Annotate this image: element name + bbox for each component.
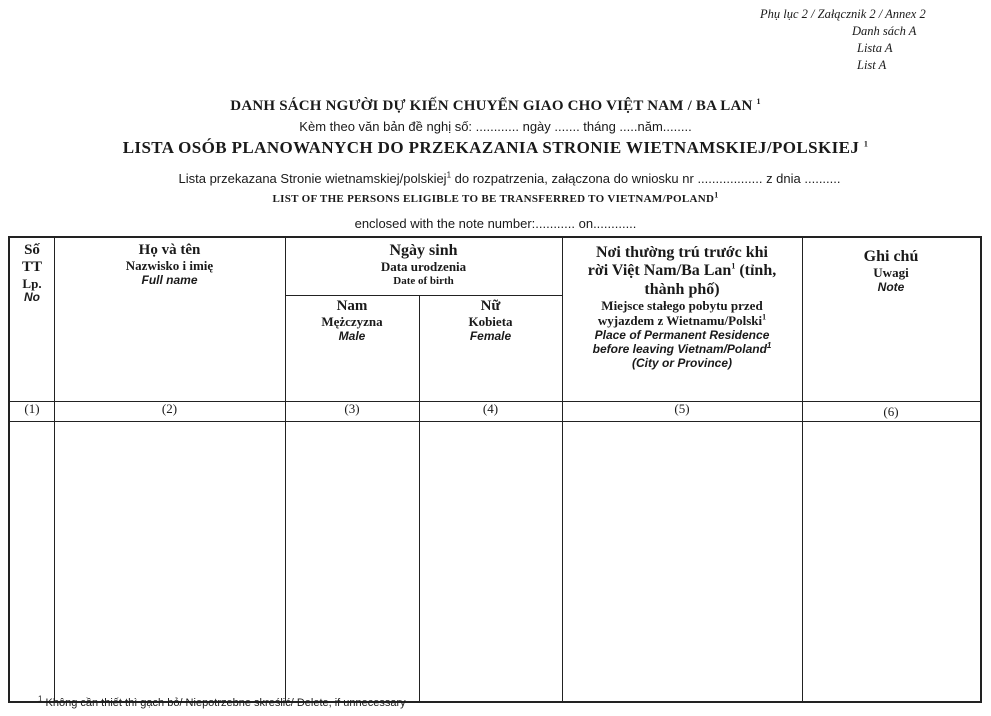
col-name-header xyxy=(54,242,285,288)
annex-label xyxy=(760,6,985,74)
footnote-mark: 1 xyxy=(766,340,772,350)
title-english xyxy=(0,190,991,205)
col-dob-vn: Ngày sinh xyxy=(389,242,458,259)
col-number: (4) xyxy=(482,401,499,416)
col-residence-vn2 xyxy=(562,262,802,280)
footnote-text: Không cần thiết thì gạch bỏ/ Niepotrzebne skreślić/ Delete, if unnecessary xyxy=(45,697,406,709)
col-residence-vn2b: (tỉnh, xyxy=(735,262,777,280)
annex-line-2: Danh sách A xyxy=(852,24,917,38)
annex-line-1: Phụ lục 2 / Załącznik 2 / Annex 2 xyxy=(760,7,926,21)
col-no-en: No xyxy=(24,290,40,305)
title-vietnamese-text: DANH SÁCH NGƯỜI DỰ KIẾN CHUYỂN GIAO CHO VIỆT NAM / BA LAN xyxy=(230,98,753,114)
title-vietnamese xyxy=(0,98,991,115)
col-residence-vn1: Nơi thường trú trước khi xyxy=(595,244,768,261)
col-residence-pl2 xyxy=(562,314,802,329)
col-name-vn: Họ và tên xyxy=(138,242,201,258)
col-dob-pl: Data urodzenia xyxy=(380,259,467,275)
subtitle-polish-b: do rozpatrzenia, załączona do wniosku nr .................. z dnia .......... xyxy=(451,171,841,186)
annex-line-4: List A xyxy=(857,58,887,72)
footnote-mark: 1 xyxy=(446,170,452,180)
col-residence-pl2-text: wyjazdem z Wietnamu/Polski xyxy=(597,313,763,329)
footnote-mark: 1 xyxy=(38,694,43,704)
col-residence-en2 xyxy=(562,340,802,357)
col-residence-pl1: Miejsce stałego pobytu przed xyxy=(601,298,763,314)
footnote-mark: 1 xyxy=(863,139,869,149)
title-english-text: LIST OF THE PERSONS ELIGIBLE TO BE TRANSFERRED TO VIETNAM/POLAND xyxy=(272,193,715,205)
col-divider xyxy=(54,238,55,701)
col-residence-vn3: thành phố) xyxy=(644,280,720,298)
col-male-vn: Nam xyxy=(336,298,368,314)
col-name-pl: Nazwisko i imię xyxy=(125,258,214,274)
footnote xyxy=(38,694,406,709)
col-dob-en: Date of birth xyxy=(393,275,454,288)
col-residence-en2-text: before leaving Vietnam/Poland xyxy=(592,341,767,356)
col-no-header xyxy=(10,242,54,305)
footnote-mark: 1 xyxy=(714,190,719,200)
col-female-header xyxy=(419,298,562,344)
col-name-en: Full name xyxy=(141,273,198,288)
col-number: (2) xyxy=(161,401,178,416)
col-note-pl: Uwagi xyxy=(873,265,909,281)
persons-table xyxy=(8,236,982,703)
col-number: (3) xyxy=(344,401,360,416)
col-number: (5) xyxy=(674,401,690,416)
col-note-header xyxy=(802,248,980,295)
subtitle-polish xyxy=(14,171,991,186)
col-female-vn: Nữ xyxy=(480,298,501,314)
footnote-mark: 1 xyxy=(731,262,736,272)
col-female-pl: Kobieta xyxy=(468,314,513,330)
title-polish-text: LISTA OSÓB PLANOWANYCH DO PRZEKAZANIA STRONIE WIETNAMSKIEJ/POLSKIEJ xyxy=(122,138,860,157)
footnote-mark: 1 xyxy=(762,312,767,322)
subtitle-polish-a: Lista przekazana Stronie wietnamskiej/polskiej xyxy=(178,171,447,186)
row-divider xyxy=(10,421,980,422)
col-no-pl: Lp. xyxy=(22,275,42,291)
col-divider xyxy=(802,238,803,701)
col-note-en: Note xyxy=(877,280,905,295)
col-residence-header xyxy=(562,244,802,370)
col-residence-en3: (City or Province) xyxy=(631,355,733,370)
col-male-pl: Mężczyzna xyxy=(321,314,383,330)
annex-line-3: Lista A xyxy=(857,41,893,55)
col-residence-en1: Place of Permanent Residence xyxy=(594,328,770,343)
col-female-en: Female xyxy=(469,329,512,344)
title-polish xyxy=(0,138,991,158)
col-residence-vn2a: rời Việt Nam/Ba Lan xyxy=(587,262,732,280)
col-male-en: Male xyxy=(338,329,366,344)
row-divider xyxy=(285,295,562,296)
col-dob-header xyxy=(285,242,562,288)
col-number: (6) xyxy=(883,404,899,419)
subtitle-vietnamese: Kèm theo văn bản đề nghị số: ............ ngày ....... tháng .....năm........ xyxy=(299,119,692,134)
col-note-vn: Ghi chú xyxy=(863,248,919,265)
col-number: (1) xyxy=(24,401,40,416)
col-no-vn: Số xyxy=(24,242,40,258)
footnote-mark: 1 xyxy=(756,97,761,106)
col-male-header xyxy=(285,298,419,344)
col-no-vn2: TT xyxy=(21,259,42,276)
col-divider xyxy=(419,295,420,701)
subtitle-english: enclosed with the note number:........... on............ xyxy=(354,216,637,231)
